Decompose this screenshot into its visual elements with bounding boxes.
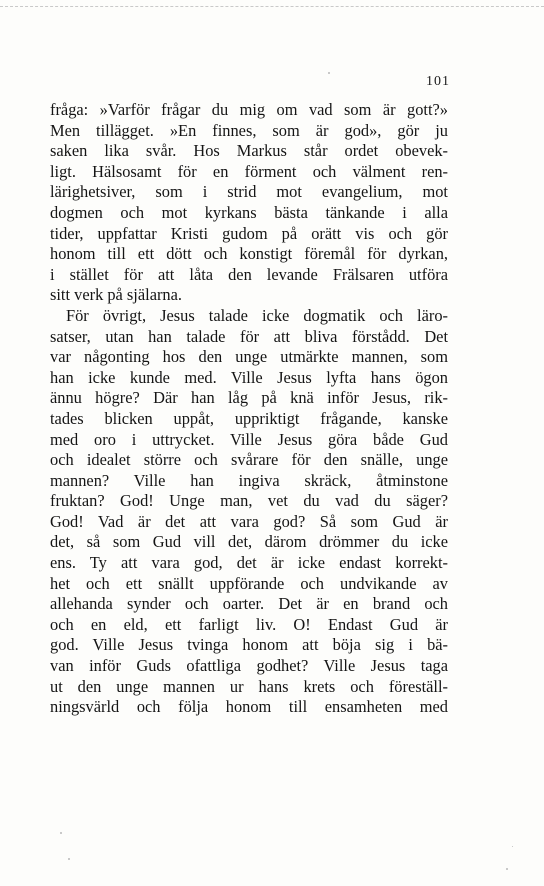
- text-line: i stället för att låta den levande Frälsaren utföra: [50, 264, 448, 284]
- text-line: han icke kunde med. Ville Jesus lyfta hans ögon: [50, 367, 448, 387]
- paragraph-1: [50, 100, 448, 306]
- text-line: fråga: »Varför frågar du mig om vad som är gott?»: [50, 100, 448, 119]
- text-line: ens. Ty att vara god, det är icke endast korrekt-: [50, 553, 448, 573]
- text-line: och en eld, ett farligt liv. O! Endast Gud är: [50, 614, 448, 634]
- paper-speck: [512, 846, 513, 847]
- text-line: lärighetsiver, som i strid mot evangelium, mot: [50, 182, 448, 202]
- text-line: sitt verk på själarna.: [50, 285, 182, 305]
- text-line: god. Ville Jesus tvinga honom att böja sig i bä-: [50, 635, 448, 655]
- text-line: God! Vad är det att vara god? Så som Gud är: [50, 511, 448, 531]
- paper-speck: [506, 868, 508, 870]
- text-line: saken lika svår. Hos Markus står ordet obevek-: [50, 141, 448, 161]
- text-line: med oro i uttrycket. Ville Jesus göra både Gud: [50, 429, 448, 449]
- paragraph-2: [50, 306, 448, 718]
- text-line: mannen? Ville han ingiva skräck, åtminstone: [50, 470, 448, 490]
- text-line: Men tillägget. »En finnes, som är god», gör ju: [50, 120, 448, 140]
- text-line: tades blicken uppåt, uppriktigt frågande, kanske: [50, 408, 448, 428]
- text-line: var någonting hos den unge utmärkte mannen, som: [50, 347, 448, 367]
- text-line: ligt. Hälsosamt för en förment och välment ren-: [50, 161, 448, 181]
- text-line: ningsvärld och följa honom till ensamheten med: [50, 697, 448, 717]
- paper-speck: [328, 72, 330, 74]
- text-line: satser, utan han talade för att bliva förstådd. Det: [50, 326, 448, 346]
- body-text: [50, 100, 448, 718]
- text-line: fruktan? God! Unge man, vet du vad du säger?: [50, 491, 448, 511]
- text-line: van inför Guds ofattliga godhet? Ville Jesus taga: [50, 656, 448, 676]
- text-line: ut den unge mannen ur hans krets och föreställ-: [50, 676, 448, 696]
- text-line: det, så som Gud vill det, därom drömmer du icke: [50, 532, 448, 552]
- text-line: tider, uppfattar Kristi gudom på orätt vis och gör: [50, 223, 448, 243]
- text-line: och idealet större och svårare för den snälle, unge: [50, 450, 448, 470]
- paper-speck: [68, 858, 70, 860]
- text-line: het och ett snällt uppförande och undvikande av: [50, 573, 448, 593]
- text-line: honom till ett dött och konstigt föremål för dyrkan,: [50, 244, 448, 264]
- page-number: 101: [426, 74, 450, 89]
- text-line: ännu högre? Där han låg på knä inför Jesus, rik-: [50, 388, 448, 408]
- paper-speck: [60, 832, 62, 834]
- text-line: För övrigt, Jesus talade icke dogmatik och läro-: [66, 305, 448, 325]
- page-top-edge: [0, 6, 544, 7]
- text-line: dogmen och mot kyrkans bästa tänkande i alla: [50, 202, 448, 222]
- text-line: allehanda synder och oarter. Det är en brand och: [50, 594, 448, 614]
